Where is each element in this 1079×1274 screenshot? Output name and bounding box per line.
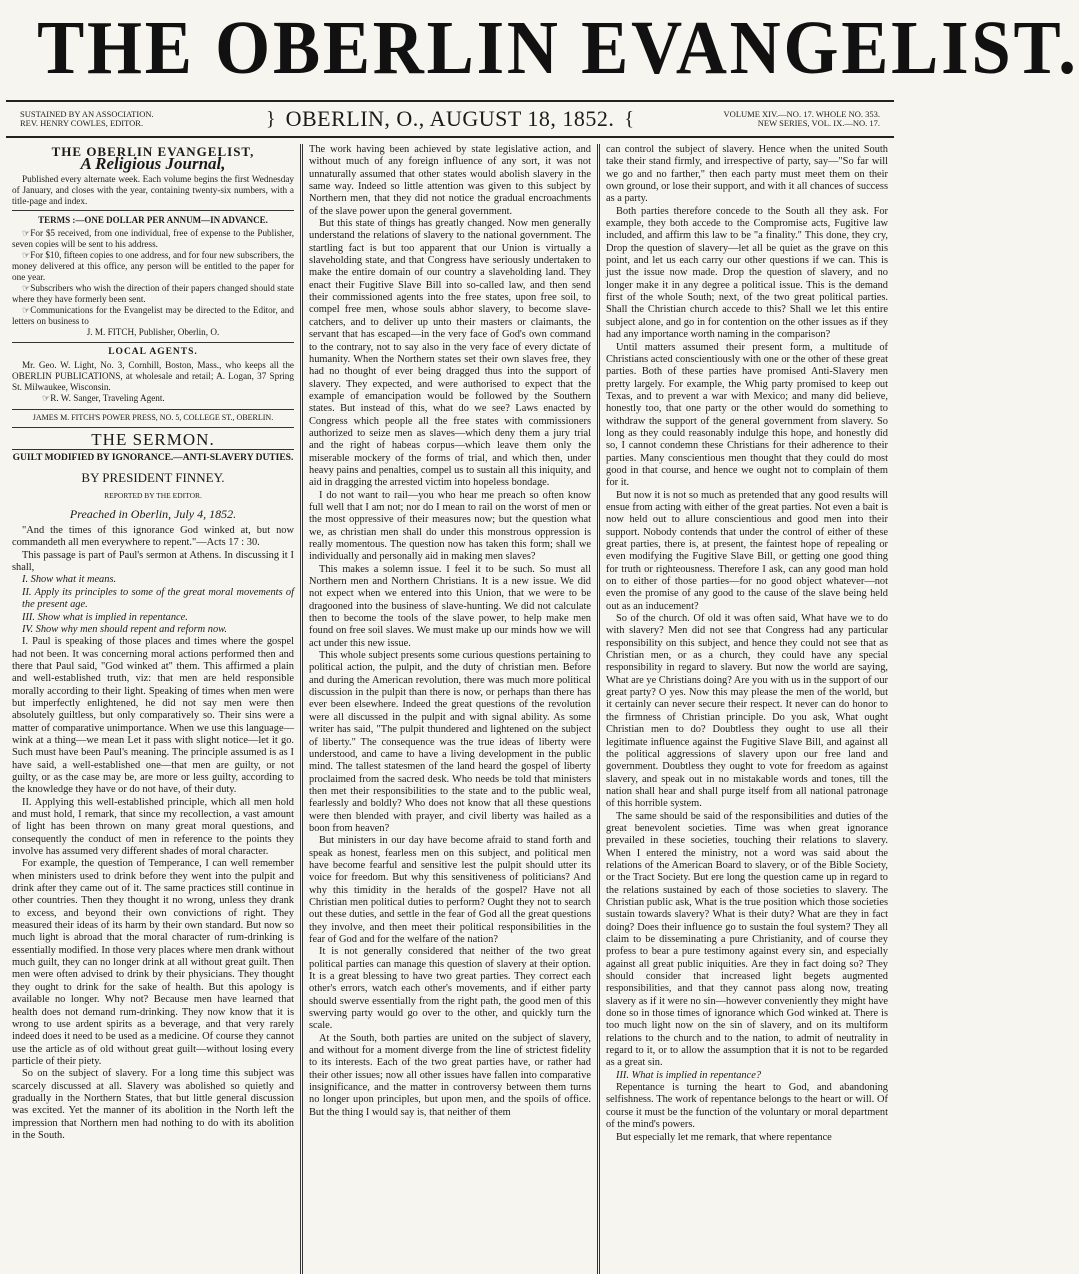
outline-item: IV. Show why men should repent and reform now. [22, 623, 227, 635]
sermon-outline [12, 574, 294, 636]
paragraph: Until matters assumed their present form, a multitude of Christians acted conscientiously with one or the other of these great parties. Both of these parties have promised Anti-Slavery men pretty largely. For example, the Whig party promised to keep out Texas, and to prevent a war with Mexico; and many did believe, honestly too, that one party or the other would do something to withdraw the support of the general government from slavery. So long as they could reasonably indulge this hope, and honestly did so, I cannot condemn these Christians for their adherence to their parties. Many conscientious men thought that they could do most good in that course, and hence we ought not to complain of them for it. [606, 341, 888, 489]
volume-line: VOLUME XIV.—NO. 17. WHOLE NO. 353. [723, 108, 880, 119]
column-1 [6, 144, 300, 1274]
paragraph: So on the subject of slavery. For a long time this subject was scarcely discussed at all. Slavery was abolished so quietly and gradually in the Northern States, that but little general discussion was excited. Yet the manner of its abolition in the North left the impression that Northern men had nothing to do with its abolition in the South. [12, 1068, 294, 1141]
paragraph: This makes a solemn issue. I feel it to be such. So must all Northern men and Northern Christians. It is a new issue. We did not expect when we entered into this Union, that we were to be dragooned into the business of slave-hunting. We did not calculate then to become the tools of the slave power, to help make men found on free soil slaves. We must make up our minds how we will act under this new issue. [309, 563, 591, 649]
terms-item: ☞Subscribers who wish the direction of their papers changed should state where they have formerly been sent. [12, 283, 294, 305]
paragraph: I. Paul is speaking of those places and times where the gospel had not been. It was concerning moral actions performed then and there that Paul said, "God winked at" them. This affirmed a plain and well-established truth, viz: that men are held responsible morally according to their light. Speaking of times when men were but imperfectly enlightened, he did not say men were then absolutely guiltless, but only comparatively so. Their sins were a matter of comparative unimportance. When we use this language—wink at a thing—we mean Let it pass with slight notice—let it go. Such must have been Paul's meaning. The principle assumed is as I have said, a well-established one—that men are guilty, or not guilty, or as the case may be, are more or less guilty, according to the knowledge they have or do not have, of their duty. [12, 636, 294, 796]
published-notice: Published every alternate week. Each volume begins the first Wednesday of January, and closes with the year, containing twenty-six numbers, with a title-page and index. [12, 173, 294, 206]
reported-line: REPORTED BY THE EDITOR. [104, 491, 202, 501]
sermon-heading: THE SERMON. [91, 429, 215, 449]
paragraph: But ministers in our day have become afraid to stand forth and speak as honest, fearless men on this subject, and political men have become fearful and sensitive lest the pulpit should utter its voice for freedom. But why this sensitiveness of politicians? And why this timidity in the heralds of the gospel? Have not all Christian men political duties to perform? Ought they not to search out these duties, and settle in the fear of God all the great questions they involve, and then meet their political responsibilities in the fear of God and for the welfare of the nation? [309, 835, 591, 945]
traveling-agent: ☞R. W. Sanger, Traveling Agent. [42, 393, 165, 404]
paragraph: The work having been achieved by state legislative action, and without much of any foreign influence of any sort, it was not unnaturally assumed that other states would abolish slavery in the same way. Indeed so little attention was given to this subject by Northern men, that they did not notice the gradual encroachments of the slave power upon the general government. [309, 144, 591, 217]
agents-heading: LOCAL AGENTS. [12, 342, 294, 358]
paragraph: Repentance is turning the heart to God, and abandoning selfishness. The work of repentance belongs to the heart or will. Of course it must be the function of the voluntary or moral department of the mind's powers. [606, 1082, 888, 1131]
paragraph: At the South, both parties are united on the subject of slavery, and without for a moment diverge from the line of strictest fidelity to its interests. Each of the two great parties have, or rather had their other issues; now all other issues have fallen into comparative insignificance, and the matter in controversy between them turns no longer upon principles, but upon men, and the spoils of office. But the thing I would say is, that neither of them [309, 1032, 591, 1118]
terms-heading: TERMS :—ONE DOLLAR PER ANNUM—IN ADVANCE. [12, 210, 294, 226]
outline-item: II. Apply its principles to some of the great moral movements of the present age. [22, 586, 294, 611]
paragraph: Both parties therefore concede to the South all they ask. For example, they both accede to the Compromise acts, Fugitive law included, and affirm this law to be "a finality." This done, they cry, Drop the question of slavery—let all be quiet as the grave on this point, and let us each carry our other questions if we can. This is just the issue now made. Drop the question of slavery, and no longer make it in any degree a political issue. This is the demand first of the whole South; next, of the two great political parties. Shall the Christian church accede to this? Shall we let this entire subject alone, and go in for contention on the other issues as if they had any importance worth naming in the comparison? [606, 205, 888, 341]
paragraph: But now it is not so much as pretended that any good results will ensue from acting with either of the great parties. Not even a bait is now held out to allure conscientious and good men into their support. Nobody contends that under the control of either of these great parties, there is, at present, the faintest hope of repealing or even modifying the Fugitive Slave Bill, or getting one good thing for truth or righteousness. Therefore I ask, can any good man hold on to either of those parties—for no good object whatever—not even the promise of any good to the cause of the slave being held out as an inducement? [606, 489, 888, 612]
editor-line: REV. HENRY COWLES, EDITOR. [20, 118, 144, 128]
paragraph: I do not want to rail—you who hear me preach so often know full well that I am not; nor do I mean to rail on the worst of men or the most oppressive of their measures now; but the question what we, as christian men shall do under this monstrous oppression is really momentous. The question now has taken this form; shall we individually and personally aid in making men slaves? [309, 489, 591, 563]
preached-line: Preached in Oberlin, July 4, 1852. [69, 506, 237, 521]
dateline-bar [6, 100, 894, 138]
left-brace: } [266, 107, 276, 130]
sermon-subheading: GUILT MODIFIED BY IGNORANCE.—ANTI-SLAVERY DUTIES. [12, 449, 294, 464]
paper-name: THE OBERLIN EVANGELIST, [51, 144, 255, 159]
paragraph: This whole subject presents some curious questions pertaining to political action, the pulpit, and the duty of christian men. Before and during the American revolution, there was much more political discussion in the pulpit than there is now, or perhaps than there has ever been elsewhere. Indeed the great questions of the revolution were all discussed in the pulpit and with signal ability. As some writer has said, "The pulpit thundered and lightened on the subject of liberty." The consequence was the true ideas of liberty were understood, and came to have a living development in the public mind. The tallest statesmen of the land heard the gospel of liberty proclaimed from the sacred desk. Who needs be told that ministers then met their responsibilities to the state and to the public weal, fearlessly and boldly? Who does not know that all these questions were then blended with prayer, and civil liberty was hailed as a boon from heaven? [309, 650, 591, 834]
series-line: NEW SERIES, VOL. IX.—NO. 17. [757, 118, 880, 128]
section-heading: III. What is implied in repentance? [616, 1069, 762, 1081]
paragraph: For example, the question of Temperance, I can well remember when ministers used to drink before they went into the pulpit and drink after they came out of it. The same practices still continue in other countries. Then they thought it no wrong, unless they drank to excess, and beyond their own convictions of right. They measured their ideas of its harm by their own standard. But now so much light is abroad that the moral character of rum-drinking is essentially modified. In those very places where men drank without much guilt, they can no longer drink at all without great guilt. Then men were often advised to drink by their physicians. They thought they ought to drink for the sake of health. But this apology is available no longer. Why not? Because men have learned that health does not demand rum-drinking. They now know that it is wrong to use ardent spirits as a beverage, and that very rarely indeed does it need to be used as a medicine. Of course they cannot use the article as of old without great guilt—without losing every particle of their piety. [12, 858, 294, 1067]
paragraph: It is not generally considered that neither of the two great political parties can manage this question of slavery at their option. It is a great blessing to have two great parties. They correct each other's errors, watch each other's movements, and if either party should swerve essentially from the right path, the good men of this swerving party would go over to the other, and quickly turn the scale. [309, 946, 591, 1032]
column-3 [597, 144, 894, 1274]
paragraph: So of the church. Of old it was often said, What have we to do with slavery? Men did not see that Congress had any particular responsibility on this subject, and hence they could not see that as Christian men, or as a church, they could have any special responsibility in regard to slavery. But now the world are saying, What are ye Christians doing? Are you with us in the support of our great party? O yes. Now this may please the men of the world, but it certainly can never secure their respect. It never can do honor to the firmness of Christian principle. Do you ask, What ought Christian men to do? Doubtless they ought to use all their legitimate influence against the Fugitive Slave Bill, and against all the political aggressions of slavery upon our free land and government. Doubtless they ought to vote for freedom as against slavery, and speak out in no mistakable words and tones, till the nation shall hear and shall purge itself from all national patronage of this horrible system. [606, 613, 888, 810]
paper-subtitle: A Religious Journal, [80, 154, 226, 174]
printer-line: JAMES M. FITCH'S POWER PRESS, NO. 5, COLLEGE ST., OBERLIN. [12, 409, 294, 427]
outline-item: I. Show what it means. [22, 574, 117, 586]
terms-item: ☞Communications for the Evangelist may be directed to the Editor, and letters on business to [12, 305, 294, 327]
paragraph: But especially let me remark, that where repentance [616, 1131, 832, 1143]
sermon-intro: This passage is part of Paul's sermon at Athens. In discussing it I shall, [12, 549, 294, 574]
paragraph: II. Applying this well-established principle, which all men hold and must hold, I remark, that since my recollection, a vast amount of light has been thrown on many great moral questions, and consequently the conduct of men in reference to the points they involve has assumed very different shades of moral character. [12, 796, 294, 858]
right-brace: { [624, 107, 634, 130]
publisher-info [20, 110, 260, 129]
issue-dateline: OBERLIN, O., AUGUST 18, 1852. [285, 106, 615, 131]
terms-item: ☞For $5 received, from one individual, free of expense to the Publisher, seven copies will be sent to his address. [12, 228, 294, 250]
paragraph: can control the subject of slavery. Hence when the united South take their stand firmly, and irrespective of party, say—"So far will we go and no farther," then each party must meet them on their own ground, or lose their support, and with it all chances of success as a party. [606, 144, 888, 205]
outline-item: III. Show what is implied in repentance. [22, 611, 188, 623]
terms-item: ☞For $10, fifteen copies to one address, and for four new subscribers, the money delivered at this office, any person will be entitled to the paper for one year. [12, 250, 294, 283]
paragraph: But this state of things has greatly changed. Now men generally understand the relations of slavery to the national government. The startling fact is but too apparent that our Union is virtually a slaveholding state, and that Congress have seriously undertaken to make the entire domain of our country a slaveholding land. They enact their Fugitive Slave Bill into so-called law, and then send their commissioned agents into the free states, upon free soil, to compel free men, whose souls abhor slavery, to become slave-catchers, and to deliver up unto their masters or claimants, the servant that has escaped—in the very face of God's own command to the contrary, not to say also in the very face of every dictate of humanity. When the Northern states set their own slaves free, they had no thought of ever being dragged thus into the support of slavery. They expected, and were authorised to expect that the example of emancipation would be followed by the Southern states. But instead of this, what do we see? Laws enacted by Congress which people all the free states with commissioners authorized to seize men as slaves—which deny them a jury trial and the right of habeas corpus—which leave them only the miserable mockery of the forms of trial, and which then, under heavy pains and penalties, compel us to sustain all this iniquity, and aid in dragging the arrested victim into hopeless bondage. [309, 218, 591, 489]
sustained-line: SUSTAINED BY AN ASSOCIATION. [20, 108, 154, 119]
sermon-byline: BY PRESIDENT FINNEY. [81, 470, 225, 486]
agents-text: Mr. Geo. W. Light, No. 3, Cornhill, Boston, Mass., who keeps all the OBERLIN PUBLICATIONS, at wholesale and retail; A. Logan, 37 Spring St. Milwaukee, Wisconsin. [12, 360, 294, 393]
article-columns [6, 144, 894, 1274]
scripture-text: "And the times of this ignorance God winked at, but now commandeth all men everywhere to repent."—Acts 17 : 30. [12, 525, 294, 549]
volume-info [640, 110, 880, 129]
publisher-name: J. M. FITCH, Publisher, Oberlin, O. [86, 327, 220, 338]
column-2 [300, 144, 597, 1274]
paragraph: The same should be said of the responsibilities and duties of the great benevolent societies. Time was when great ignorance prevailed in these societies, touching their relations to slavery. When I entered the ministry, not a word was said about the relations of the American Board to slavery, or of the Bible Society, or the Tract Society. But ere long the question came up in regard to the relations sustained by each of those societies to slavery. The Christian public ask, What is the true position which those societies sustain towards slavery? What is their duty? What are they in fact doing? Does their influence go to sustain the foul system? They all claim to be disseminating a pure Christianity, and of course they profess to bear a pure testimony against every sin, and especially against all great public iniquities. Are they in fact doing so? They should consider that increased light begets augmented responsibilities, and that they cannot pass along now, treating slavery as if it were no sin—however conveniently they might have done so in those times of ignorance which God winked at. There is too much light now on the sin of slavery, and on its multiform relations to the church and to the nation, to admit of neutrality in regard to it, or to allow the assumption that it is not to be regarded as a great sin. [606, 810, 888, 1069]
masthead-title: THE OBERLIN EVANGELIST. [37, 6, 1079, 90]
